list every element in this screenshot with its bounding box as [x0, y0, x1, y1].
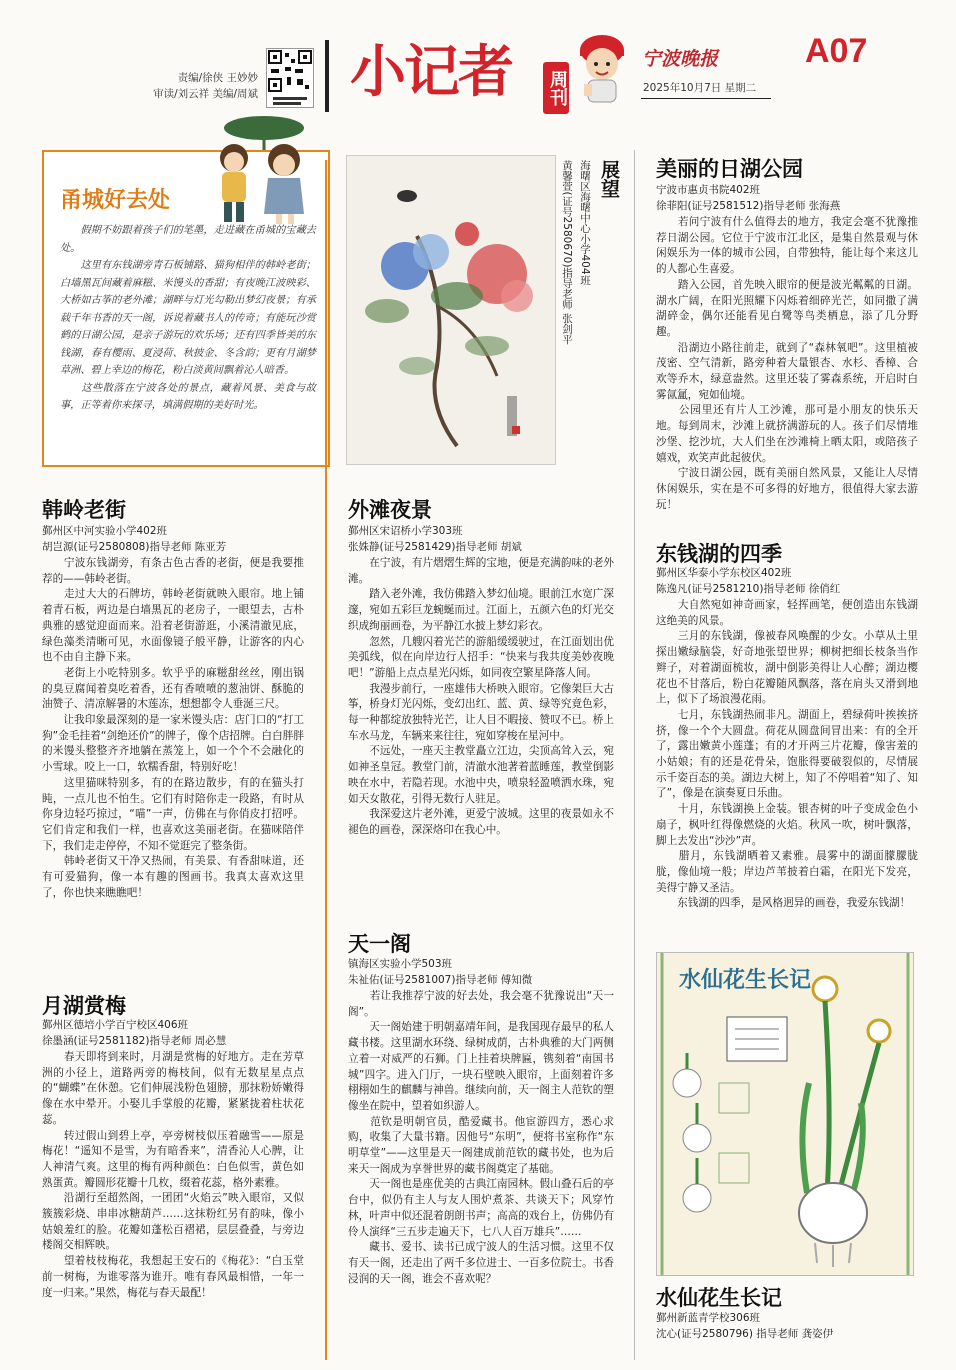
brand-title: 小记者 [350, 39, 512, 105]
article-author-hanling: 胡岂源(证号2580808)指导老师 陈亚芳 [42, 541, 227, 553]
article-school-shuixian: 鄞州新蓝青学校306班 [656, 1312, 761, 1324]
article-title-hanling: 韩岭老街 [42, 497, 126, 522]
article-title-shuixian: 水仙花生长记 [656, 1285, 782, 1310]
intro-text: 假期不妨跟着孩子们的笔墨，走进藏在甬城的宝藏去处。 这里有东钱湖旁青石板铺路、猫狗相伴的韩岭老街；白墙黑瓦间藏着麻糍、米馒头的香甜；有夜晚江波映彩、大桥如古筝的老外滩；湖畔与灯光勾勒出梦幻夜景；有承载千年书香的天一阁，诉说着藏书人的传奇；有能玩沙赏鹤的日湖公园，是亲子游玩的欢乐场；还有四季皆美的东钱湖，春有樱雨、夏浸荷、秋披金、冬含韵；更有月湖梦草洲、碧上幸边的梅花，粉白淡黄间飘着沁人暗香。 这些散落在宁波各处的景点，藏着风景、美食与故事，正等着你来探寻，填满假期的美好时光。 [60, 225, 316, 411]
article-title-tianyige: 天一阁 [348, 931, 411, 956]
qr-code [266, 48, 314, 108]
article-title-rihu: 美丽的日湖公园 [656, 156, 803, 181]
narcissus-art-title: 水仙花生长记 [679, 967, 812, 993]
intro-column-rule [325, 160, 327, 1360]
article-school-hanling: 鄞州区中河实验小学402班 [42, 525, 168, 537]
article-school-dongqianhu: 鄞州区华泰小学东校区402班 [656, 567, 792, 579]
article-title-painting: 展望 [598, 160, 620, 198]
column-rule-right [634, 150, 635, 1360]
article-author-dongqianhu: 陈逸凡(证号2581210)指导老师 徐俏红 [656, 583, 841, 595]
editors-line-1: 责编/徐侠 王妙妙 [177, 72, 258, 84]
kids-illustration [196, 110, 326, 228]
article-school-rihu: 宁波市惠贞书院402班 [656, 184, 761, 196]
article-author-rihu: 徐菲阳(证号2581512)指导老师 张海燕 [656, 200, 841, 212]
article-title-waitan: 外滩夜景 [348, 497, 432, 522]
painting-image [346, 155, 556, 465]
mascot-icon [572, 24, 630, 106]
article-body-waitan: 在宁波，有片熠熠生辉的宝地，便是充满韵味的老外滩。 踏入老外滩，我仿佛踏入梦幻仙境。眼前江水宽广深邃，宛如五彩巨龙蜿蜒而过。江面上，五颜六色的灯光交织成绚丽画卷，为平静江水披上梦幻彩衣。 忽然，几艘闪着光芒的游船缓缓驶过，在江面划出优美弧线，似在向岸边行人招手：“快来与我共度美妙夜晚吧！”游船上点点星光闪烁，如同夜空繁星降落人间。 我漫步前行，一座雄伟大桥映入眼帘。它像架巨大古筝，桥身灯光闪烁，变幻出红、蓝、黄、绿等究竟色彩，每一种都绽放独特光芒，让人目不暇接、赞叹不已。桥上车水马龙，车辆来来往往，宛如穿梭在星河中。 不远处，一座天主教堂矗立江边，尖顶高耸入云，宛如神圣皇冠。教堂门前，清澈水池著着蓝睡莲，教堂倒影映在水中，若隐若现。水池中央，喷泉轻盈喷洒水珠，宛如天女散花，引得无数行人驻足。 我深爱这片老外滩，更爱宁波城。这里的夜景如永不褪色的画卷，深深烙印在我心中。 [348, 557, 614, 836]
article-author-painting: 黄馨萱(证号2580670)指导老师 张剑平 [561, 160, 573, 345]
paper-name: 宁波晚报 [642, 48, 719, 70]
article-body-hanling: 宁波东钱湖旁，有条古色古香的老街，便是我要推荐的——韩岭老街。 走过大大的石牌坊，韩岭老街就映入眼帘。地上铺着青石板，两边是白墙黑瓦的老房子，一眼望去，古朴典雅的感觉迎面而来。沿着老街游逛，小溪清澈见底，绿色藻类清晰可见，水面像镜子般平静，让游客的内心也不由自主静下来。 老街上小吃特别多。软乎乎的麻糍甜丝丝，刚出锅的臭豆腐闻着臭吃着香，还有香喷喷的葱油饼、酥脆的油赞子、清凉解暑的木莲冻，想想都令人垂涎三尺。 让我印象最深刻的是一家米馒头店：店门口的“打工狗”金毛挂着“剑绝还价”的牌子，像个店招牌。白白胖胖的米馒头整整齐齐地躺在蒸笼上，如一个个不会融化的小雪球。咬上一口，软糯香甜，特别好吃！ 这里猫咪特别多，有的在路边散步，有的在猫头打盹，一点儿也不怕生。它们有时陪你走一段路，有时从你身边轻巧掠过，“喵”一声，仿佛在与你俏皮打招呼。它们肯定和我们一样，也喜欢这美丽老街。在猫咪陪伴下，我们走走停停，不知不觉逛完了整条街。 韩岭老街又干净又热闹，有美景、有香甜味道，还有可爱猫狗，像一本有趣的图画书。我真太喜欢这里了，你也快来瞧瞧吧！ [42, 557, 304, 899]
brand-sub-badge: 周刊 [543, 62, 569, 114]
article-author-waitan: 张姝静(证号2581429)指导老师 胡斌 [348, 541, 522, 553]
article-school-waitan: 鄞州区宋诏桥小学303班 [348, 525, 463, 537]
article-title-yuehu: 月湖赏梅 [42, 993, 126, 1018]
article-school-yuehu: 鄞州区德培小学百宁校区406班 [42, 1019, 189, 1031]
article-school-tianyige: 镇海区实验小学503班 [348, 958, 453, 970]
editors-credit [130, 70, 258, 102]
narcissus-drawing [656, 952, 914, 1276]
article-author-yuehu: 徐墨涵(证号2581182)指导老师 周必慧 [42, 1035, 227, 1047]
article-school-painting: 海曙区海曙中心小学404班 [579, 160, 591, 286]
article-author-shuixian: 沈心(证号2580796) 指导老师 龚姿伊 [656, 1328, 834, 1340]
article-body-tianyige: 若让我推荐宁波的好去处，我会毫不犹豫说出“天一阁”。 天一阁始建于明朝嘉靖年间，是我国现存最早的私人藏书楼。这里湖水环绕、绿树成荫，古朴典雅的大门两侧立着一对威严的石狮。门上挂着块牌匾，镌刻着“南国书城”四字。进入门厅，一块石壁映入眼帘，上面刻着许多栩栩如生的麒麟与神兽。继续向前，天一阁主人范钦的塑像坐在院中，望着如织游人。 范钦是明朝官员，酷爱藏书。他宦游四方，悉心求购，收集了大量书籍。因他号“东明”，便将书室称作“东明草堂”——这里是天一阁建成前范钦的藏书处，也为后来天一阁成为享誉世界的藏书阁奠定了基础。 天一阁也是座优美的古典江南园林。假山叠石后的亭台中，似仍有主人与友人围炉煮茶、共谈天下；风穿竹林，叶声中似还混着朗朗书声；高高的戏台上，仿佛仍有伶人演绎“三五步走遍天下，七八人百万雄兵”…… 藏书、爱书、读书已成宁波人的生活习惯。这里不仅有天一阁，还走出了两千多位进士、一百多位院士。书香浸润的天一阁，谁会不喜欢呢？ [348, 990, 614, 1285]
header-divider [325, 40, 329, 112]
article-body-rihu: 若问宁波有什么值得去的地方，我定会毫不犹豫推荐日湖公园。它位于宁波市江北区，是集自然景观与休闲娱乐为一体的城市公园，自带独特，能让每个来这儿的人都心生喜爱。 踏入公园，首先映入眼帘的便是波光粼粼的日湖。湖水广阔，在阳光照耀下闪烁着细碎光芒，如同撒了满湖碎金，偶尔还能看见白鹭等鸟类栖息，添了几分野趣。 沿湖边小路往前走，就到了“森林氧吧”。这里植被茂密、空气清新，路旁种着大量银杏、水杉、香樟、合欢等乔木，绿意盎然。这里还装了雾森系统，开启时白雾氤氲，宛如仙境。 公园里还有片人工沙滩，那可是小朋友的快乐天地。每到周末，沙滩上就挤满游玩的人。孩子们尽情堆沙堡、挖沙坑，大人们坐在沙滩椅上晒太阳，或陪孩子嬉戏，欢笑声此起彼伏。 宁波日湖公园，既有美丽自然风景，又能让人尽情休闲娱乐，实在是不可多得的好地方，很值得大家去游玩！ [656, 216, 918, 511]
intro-title: 甬城好去处 [60, 187, 171, 213]
article-author-tianyige: 朱祉佑(证号2581007)指导老师 傅知微 [348, 974, 533, 986]
date-underline [641, 98, 771, 99]
issue-date: 2025年10月7日 星期二 [643, 82, 757, 94]
article-body-yuehu: 春天即将到来时，月湖是赏梅的好地方。走在芳草洲的小径上，道路两旁的梅枝间，似有无数星星点点的“蝴蝶”在休憩。它们伸展浅粉色翅膀，那抹粉娇嫩得像在水中晕开。小娶儿手掌般的花瓣，紧紧拢着柱状花蕊。 转过假山到碧上亭，亭旁树枝似压着融雪——原是梅花！“遥知不是雪，为有暗香来”，清香沁人心脾，让人神清气爽。这里的梅有两种颜色：白色似雪，黄色如熟蛋黄。瓣圆形花瓣十几枚，缀着花蕊，格外素雅。 沿湖行至超然阁，一团团“火焰云”映入眼帘，又似簇簇彩烧、串串冰糖葫芦……这抹粉红另有韵味，像小姑娘羞红的脸。花瓣如蓬松百褶裙，层层叠叠，与旁边楼阁交相辉映。 望着枝枝梅花，我想起王安石的《梅花》：“白玉堂前一树梅，为谁零落为谁开。唯有春风最相惜，一年一度一归来。”果然，梅花与春天最配！ [42, 1051, 304, 1299]
editors-line-2: 审读/刘云祥 美编/周斌 [153, 88, 258, 100]
article-body-dongqianhu: 大自然宛如神奇画家，轻挥画笔，便创造出东钱湖这绝美的风景。 三月的东钱湖，像被春风唤醒的少女。小草从土里探出嫩绿脑袋，好奇地张望世界；柳树把细长枝条当作辫子，对着湖面梳妆，湖中倒影美得让人心醉；湖边樱花也不甘落后，粉白花瓣随风飘落，落在肩头又滑到地上，似下了场浪漫花雨。 七月，东钱湖热闹非凡。湖面上，碧绿荷叶挨挨挤挤，像一个个大圆盘。荷花从圆盘间冒出来：有的全开了，露出嫩黄小莲蓬；有的才开两三片花瓣，像害羞的小姑娘；有的还是花骨朵，饱胀得要破裂似的，尽情展示千姿百态的美。湖边大树上，知了不停唱着“知了、知了”，像是在演奏夏日乐曲。 十月，东钱湖换上金装。银杏树的叶子变成金色小扇子，枫叶红得像燃烧的火焰。秋风一吹，树叶飘落，脚上去发出“沙沙”声。 腊月，东钱湖晒着又素雅。晨雾中的湖面朦朦胧胧，像仙境一般；岸边芦苇披着白霜，在阳光下发亮，美得宁静又圣洁。 东钱湖的四季，是风格迥异的画卷，我爱东钱湖！ [656, 599, 918, 910]
article-title-dongqianhu: 东钱湖的四季 [656, 541, 782, 566]
page-number: A07 [805, 32, 868, 70]
